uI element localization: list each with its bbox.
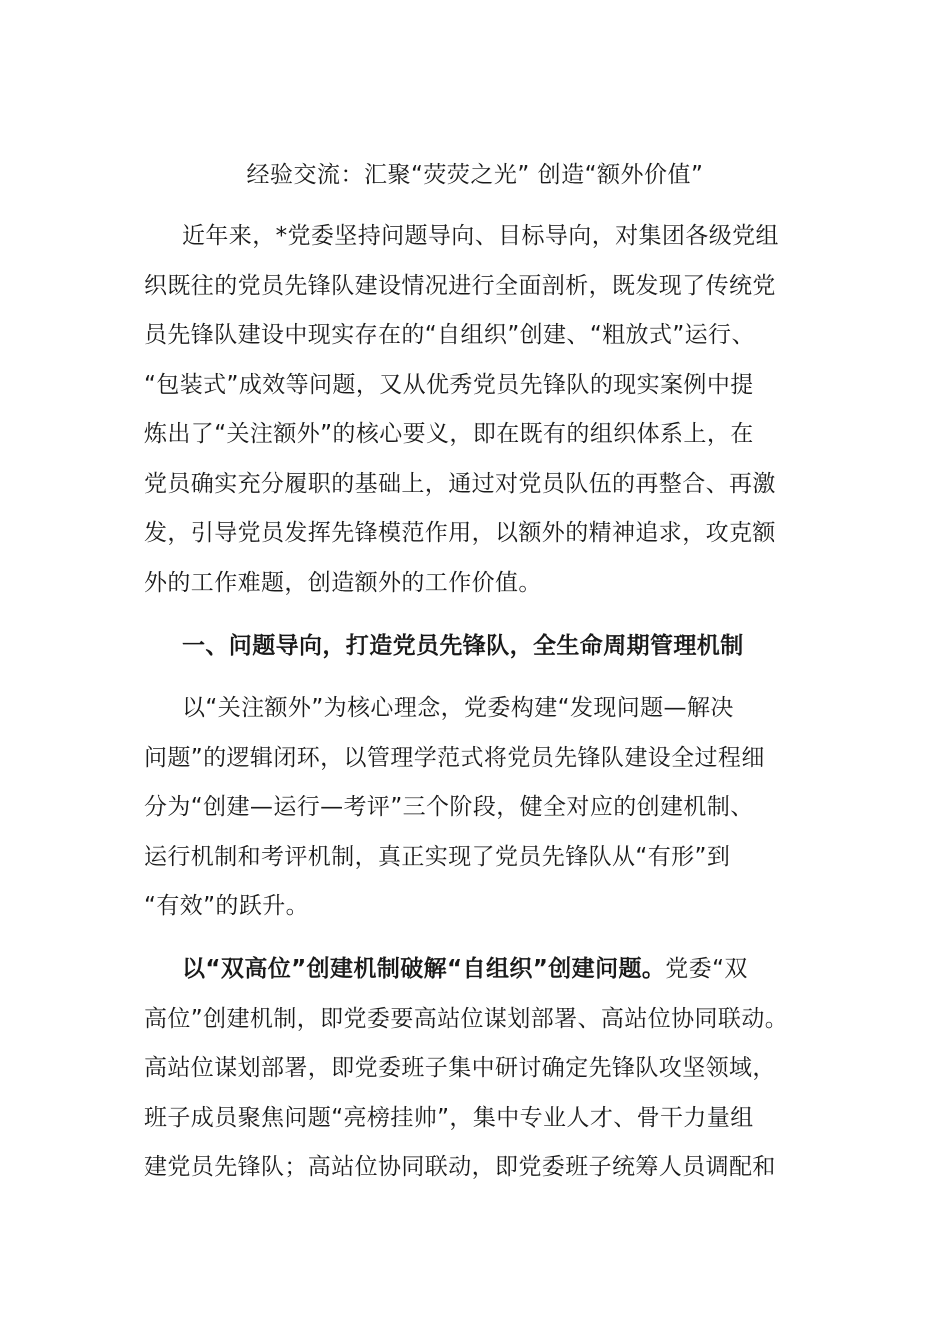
paragraph-line: 以“关注额外”为核心理念，党委构建“发现问题—解决 [182,695,734,721]
section-heading-block [144,622,824,672]
paragraph-line: “有效”的跃升。 [144,893,310,919]
paragraph-line: 员先锋队建设中现实存在的“自组织”创建、“粗放式”运行、 [144,322,755,348]
paragraph-line [144,945,824,995]
paragraph-approach [144,684,824,932]
paragraph-mechanism [144,945,824,1193]
paragraph-line: 外的工作难题，创造额外的工作价值。 [144,569,542,596]
document-title: 经验交流：汇聚“荧荧之光” 创造“额外价值” [246,162,704,188]
paragraph-line: 炼出了“关注额外”的核心要义，即在既有的组织体系上，在 [144,421,754,447]
paragraph-line: 近年来，*党委坚持问题导向、目标导向，对集团各级党组 [182,223,779,249]
paragraph-line: 班子成员聚焦问题“亮榜挂帅”，集中专业人才、骨干力量组 [144,1104,754,1131]
paragraph-line: “包装式”成效等问题，又从优秀党员先锋队的现实案例中提 [144,371,754,398]
paragraph-line: 运行机制和考评机制，真正实现了党员先锋队从“有形”到 [144,843,731,870]
paragraph-line: 建党员先锋队；高站位协同联动，即党委班子统筹人员调配和 [144,1154,776,1180]
section-heading: 一、问题导向，打造党员先锋队，全生命周期管理机制 [182,633,744,659]
paragraph-lead-bold: 以“双高位”创建机制破解“自组织”创建问题。 [182,956,666,982]
paragraph-lead-rest: 党委“双 [665,956,748,982]
paragraph-line: 发，引导党员发挥先锋模范作用，以额外的精神追求，攻克额 [144,520,776,546]
paragraph-line: 织既往的党员先锋队建设情况进行全面剖析，既发现了传统党 [144,272,776,299]
paragraph-line: 分为“创建—运行—考评”三个阶段，健全对应的创建机制、 [144,794,754,820]
paragraph-line: 高位”创建机制，即党委要高站位谋划部署、高站位协同联动。 [144,1005,789,1032]
paragraph-intro [144,212,824,608]
paragraph-line: 高站位谋划部署，即党委班子集中研讨确定先锋队攻坚领域， [144,1055,776,1081]
paragraph-line: 党员确实充分履职的基础上，通过对党员队伍的再整合、再激 [144,470,776,497]
paragraph-line: 问题”的逻辑闭环，以管理学范式将党员先锋队建设全过程细 [144,744,765,771]
